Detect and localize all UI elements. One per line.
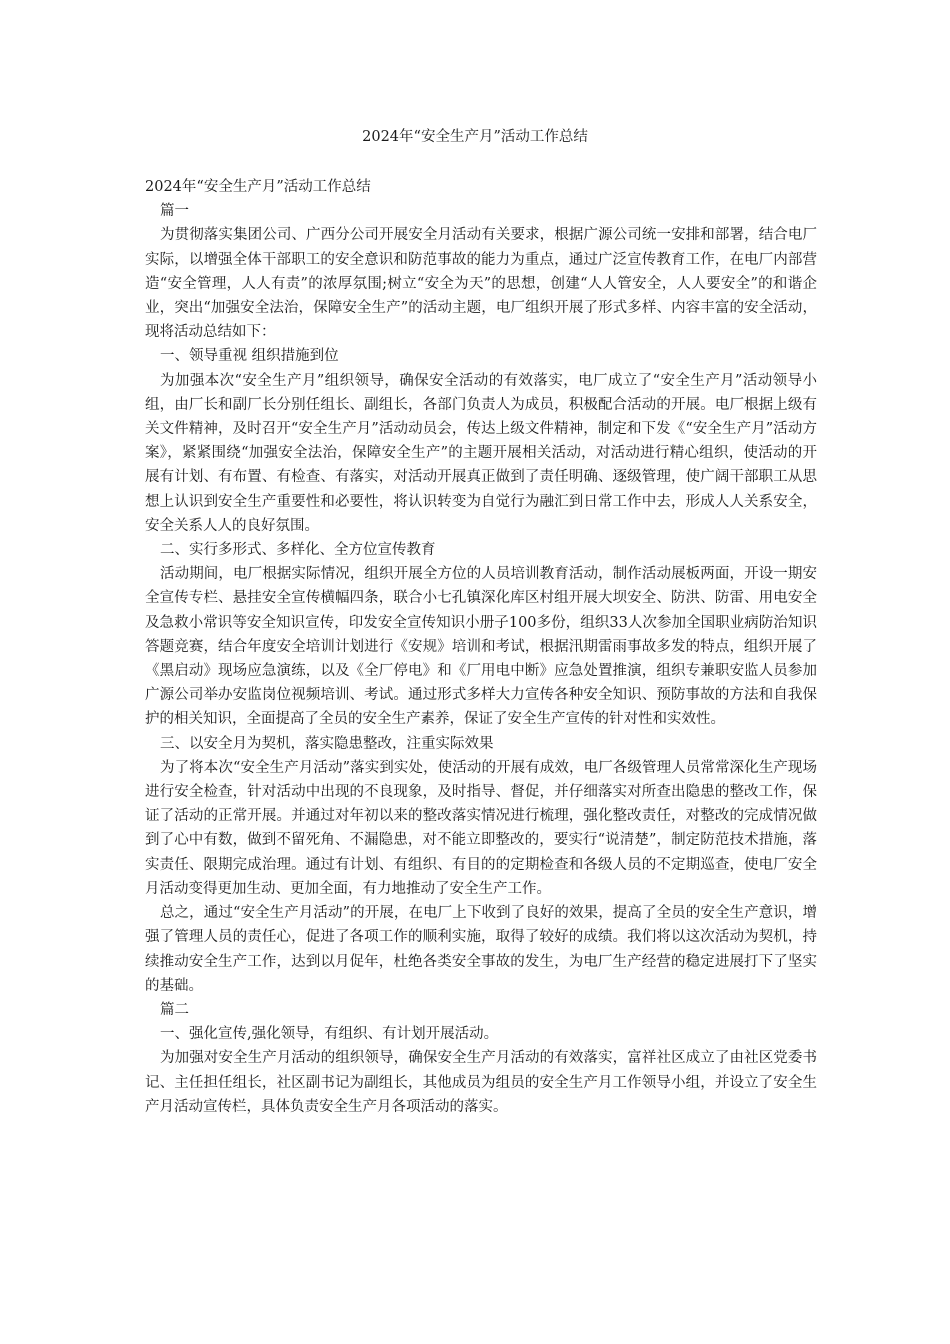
section-paragraph-1: 为加强本次“安全生产月”组织领导，确保安全活动的有效落实，电厂成立了“安全生产月”活动领导小组，由厂长和副厂长分别任组长、副组长，各部门负责人为成员，积极配合活动的开展。电厂根据上级有关文件精神，及时召开“安全生产月”活动动员会，传达上级文件精神，制定和下发《“安全生产月”活动方案》，紧紧围绕“加强安全法治，保障安全生产”的主题开展相关活动，对活动进行精心组织，使活动的开展有计划、有布置、有检查、有落实，对活动开展真正做到了责任明确、逐级管理，使广阔干部职工从思想上认识到安全生产重要性和必要性，将认识转变为自觉行为融汇到日常工作中去，形成人人关系安全，安全关系人人的良好氛围。: [145, 372, 817, 534]
summary-paragraph: 总之，通过“安全生产月活动”的开展，在电厂上下收到了良好的效果，提高了全员的安全生产意识，增强了管理人员的责任心，促进了各项工作的顺利实施，取得了较好的成绩。我们将以这次活动为契机，持续推动安全生产工作，达到以月促年，杜绝各类安全事故的发生，为电厂生产经营的稳定进展打下了坚实的基础。: [145, 905, 817, 994]
body-heading: 2024年“安全生产月”活动工作总结: [145, 179, 371, 195]
section-paragraph-2: 活动期间，电厂根据实际情况，组织开展全方位的人员培训教育活动，制作活动展板两面，开设一期安全宣传专栏、悬挂安全宣传横幅四条，联合小七孔镇深化库区村组开展大坝安全、防洪、防雷、用电安全及急救小常识等安全知识宣传，印发安全宣传知识小册子100多份，组织33人次参加全国职业病防治知识答题竞赛，结合年度安全培训计划进行《安规》培训和考试，根据汛期雷雨事故多发的特点，组织开展了《黑启动》现场应急演练，以及《全厂停电》和《厂用电中断》应急处置推演，组织专兼职安监人员参加广源公司举办安监岗位视频培训、考试。通过形式多样大力宣传各种安全知识、预防事故的方法和自我保护的相关知识，全面提高了全员的安全生产素养，保证了安全生产宣传的针对性和实效性。: [145, 566, 817, 728]
document-title: 2024年“安全生产月”活动工作总结: [362, 129, 588, 145]
section-paragraph-4: 为加强对安全生产月活动的组织领导，确保安全生产月活动的有效落实，富祥社区成立了由社区党委书记、主任担任组长，社区副书记为副组长，其他成员为组员的安全生产月工作领导小组，并设立了安全生产月活动宣传栏，具体负责安全生产月各项活动的落实。: [145, 1050, 817, 1115]
section-heading-1: 一、领导重视 组织措施到位: [160, 348, 339, 365]
section-heading-3: 三、以安全月为契机，落实隐患整改，注重实际效果: [160, 735, 494, 752]
part-label-two: 篇二: [160, 1001, 189, 1018]
section-heading-2: 二、实行多形式、多样化、全方位宣传教育: [160, 542, 436, 559]
section-paragraph-3: 为了将本次“安全生产月活动”落实到实处，使活动的开展有成效，电厂各级管理人员常常深化生产现场进行安全检查，针对活动中出现的不良现象，及时指导、督促，并仔细落实对所查出隐患的整改工作，保证了活动的正常开展。并通过对年初以来的整改落实情况进行梳理，强化整改责任，对整改的完成情况做到了心中有数，做到不留死角、不漏隐患，对不能立即整改的，要实行“说清楚”，制定防范技术措施，落实责任、限期完成治理。通过有计划、有组织、有目的的定期检查和各级人员的不定期巡查，使电厂安全月活动变得更加生动、更加全面，有力地推动了安全生产工作。: [145, 759, 817, 897]
section-heading-4: 一、强化宣传,强化领导，有组织、有计划开展活动。: [160, 1026, 499, 1043]
intro-paragraph: 为贯彻落实集团公司、广西分公司开展安全月活动有关要求，根据广源公司统一安排和部署，结合电厂实际，以增强全体干部职工的安全意识和防范事故的能力为重点，通过广泛宣传教育工作，在电厂内部营造“安全管理，人人有责”的浓厚氛围;树立“安全为天”的思想，创建“人人管安全，人人要安全”的和谐企业，突出“加强安全法治，保障安全生产”的活动主题，电厂组织开展了形式多样、内容丰富的安全活动，现将活动总结如下：: [145, 227, 817, 341]
document-body: [145, 175, 817, 1119]
part-label-one: 篇一: [160, 203, 189, 220]
